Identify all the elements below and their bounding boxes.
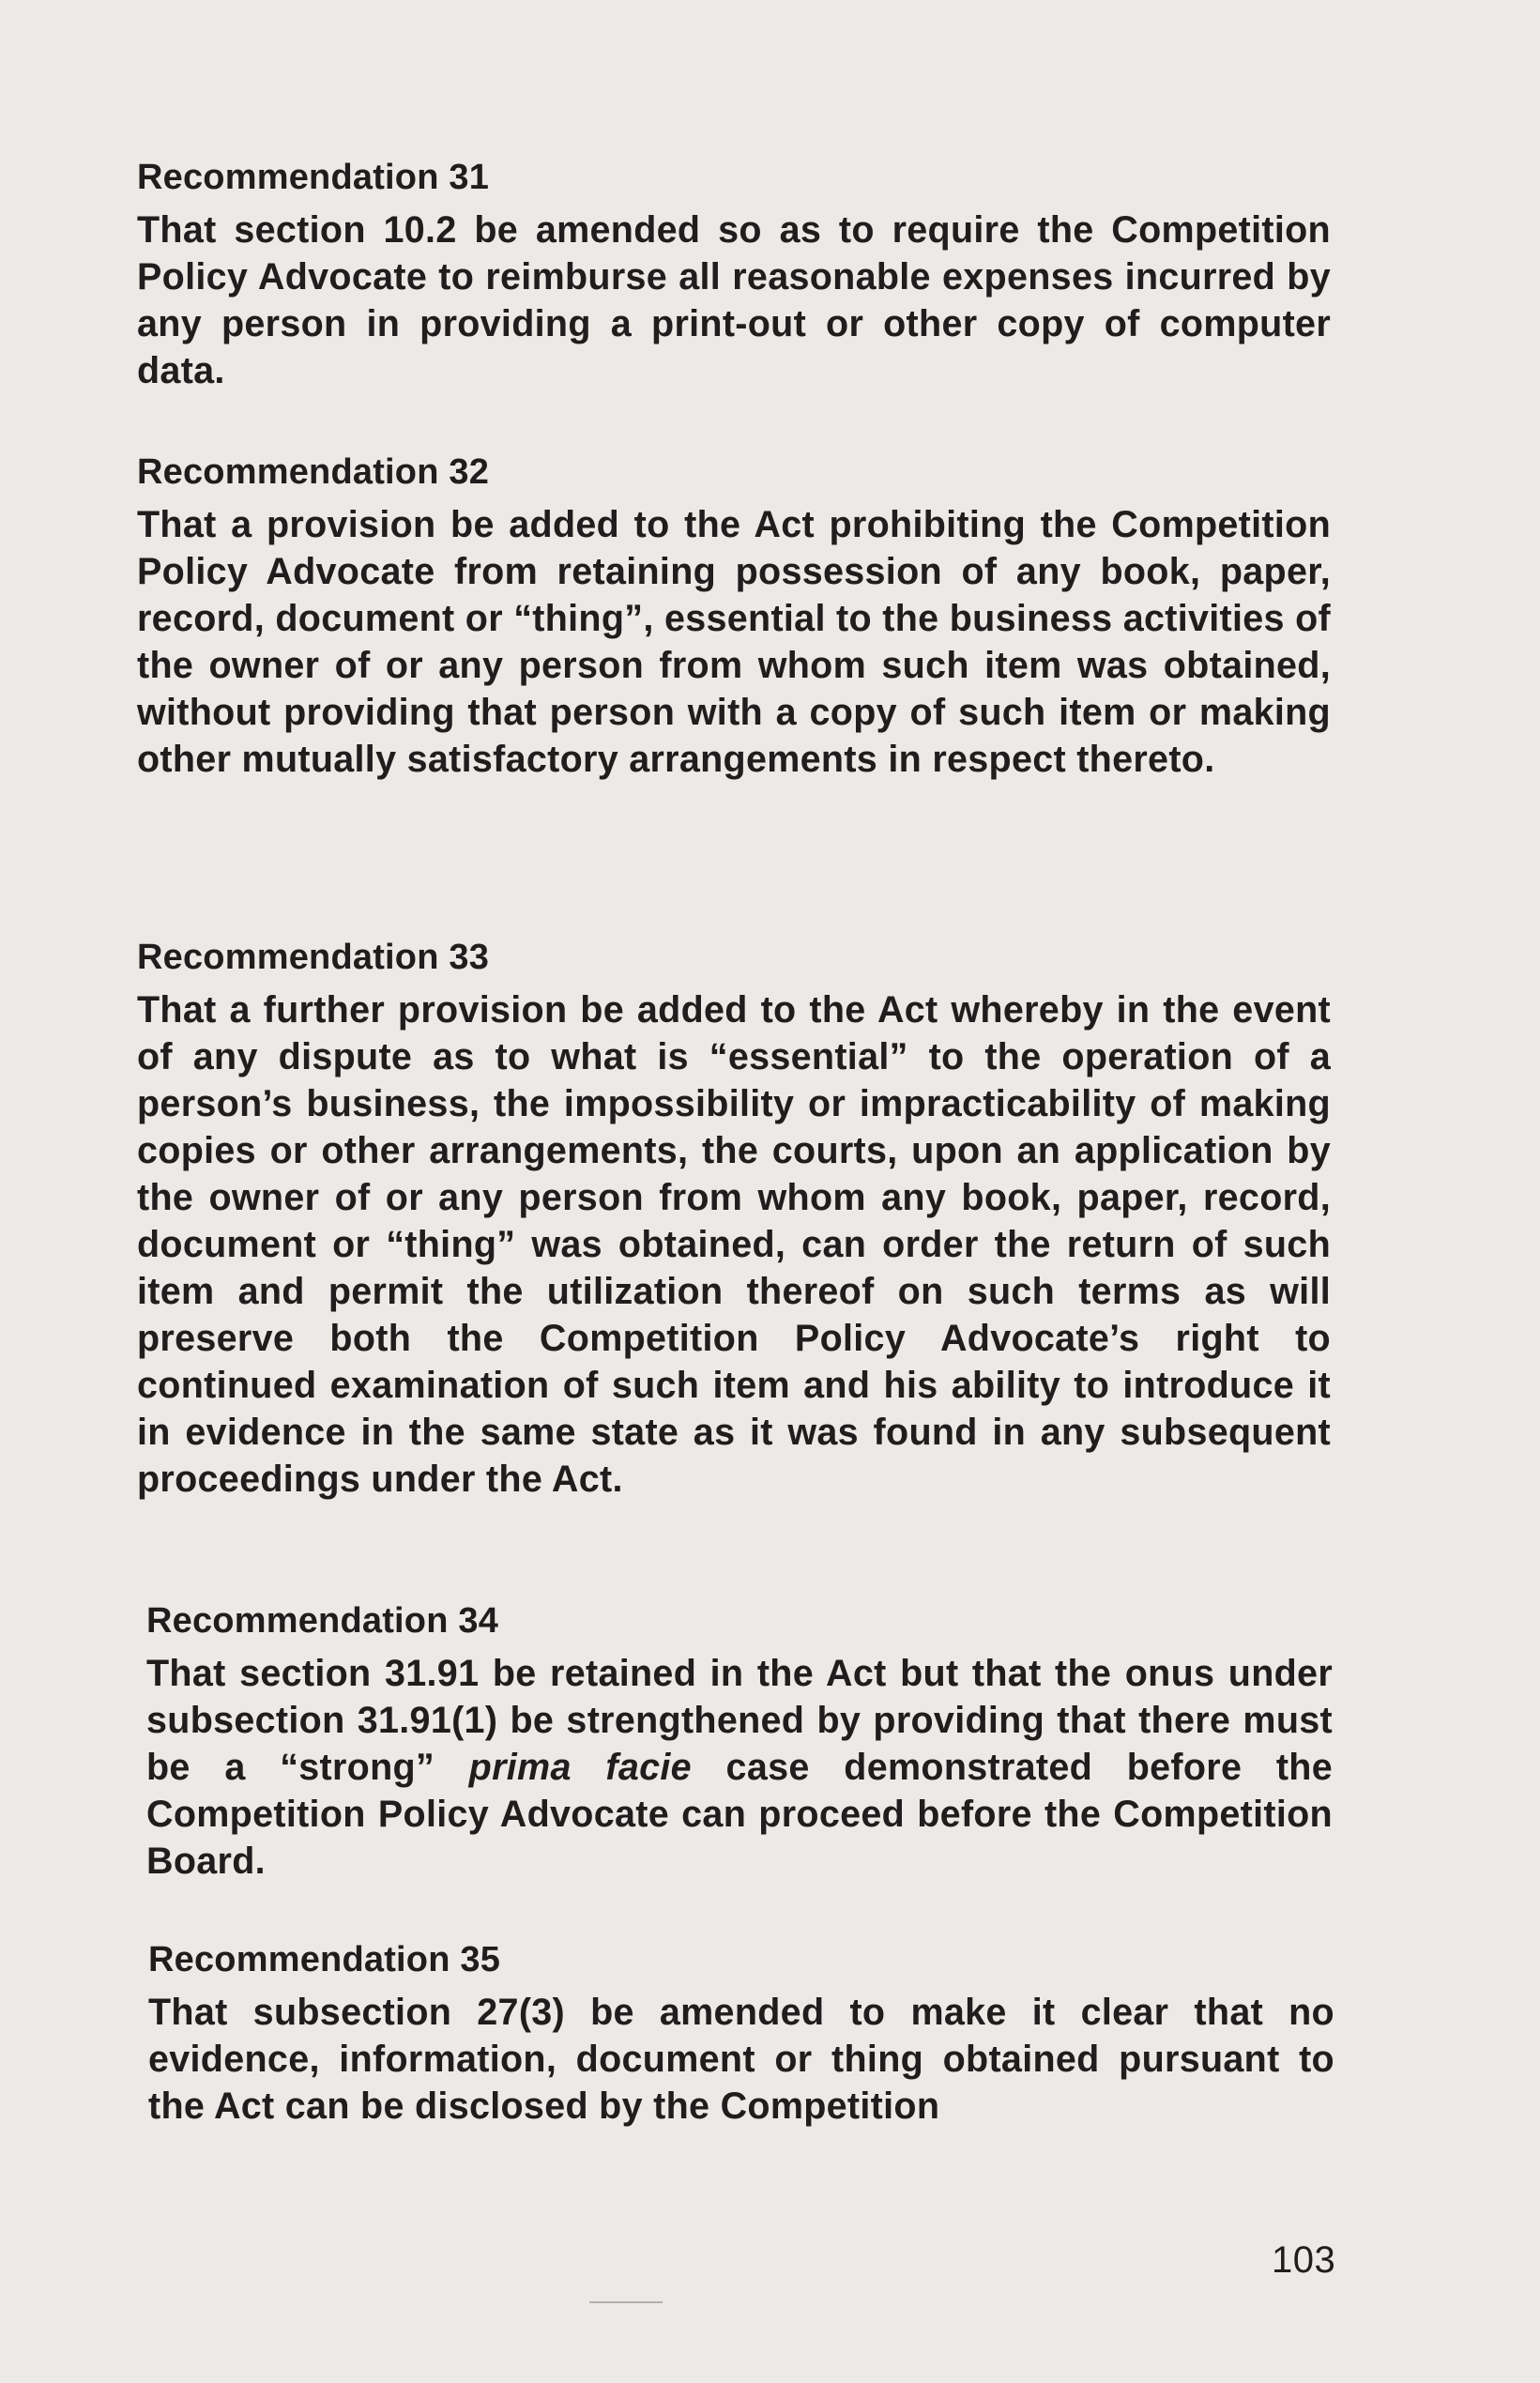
recommendation-heading: Recommendation 31 (137, 158, 490, 197)
recommendation-32 (137, 449, 1331, 783)
recommendation-heading: Recommendation 35 (148, 1940, 501, 1979)
recommendation-heading: Recommendation 34 (146, 1601, 499, 1641)
recommendation-31 (137, 154, 1331, 394)
recommendation-text: That a further provision be added to the Act whereby in the event of any dispute as to what is “essential” to the operation of a person’s business, the impossibility or impracticability of making copies or other arrangements, the courts, upon an application by the owner of or any person from whom any book, paper, record, document or “thing” was obtained, can order the return of such item and permit the utilization thereof on such terms as will preserve both the Competition Policy Advocate’s right to continued examination of such item and his ability to introduce it in evidence in the same state as it was found in any subsequent proceedings under the Act. (137, 989, 1331, 1500)
recommendation-text: That a provision be added to the Act prohibiting the Competition Policy Advocate from retaining possession of any book, paper, record, document or “thing”, essential to the business activities of the owner of or any person from whom such item was obtained, without providing that person with a copy of such item or making other mutually satisfactory arrangements in respect thereto. (137, 504, 1331, 780)
recommendation-33 (137, 934, 1331, 1503)
recommendation-text: That section 10.2 be amended so as to require the Competition Policy Advocate to reimburse all reasonable expenses incurred by any person in providing a print-out or other copy of computer data. (137, 209, 1331, 391)
recommendation-text-part: case demonstrated before the Competition Policy Advocate can proceed before the Competition Board. (146, 1747, 1334, 1882)
latin-term: prima facie (468, 1747, 692, 1788)
recommendation-heading: Recommendation 32 (137, 452, 490, 492)
recommendation-35 (148, 1936, 1334, 2130)
recommendation-text-part: That section 31.91 be retained in the Act but that the onus under subsection 31.91(1) be strengthened by providing that there must be a “strong” (146, 1653, 1333, 1788)
page-number: 103 (1272, 2239, 1336, 2281)
recommendation-heading: Recommendation 33 (137, 938, 490, 977)
recommendation-text: That subsection 27(3) be amended to make it clear that no evidence, information, document or thing obtained pursuant to the Act can be disclosed by the Competition (148, 1992, 1334, 2127)
recommendation-34 (146, 1597, 1333, 1885)
footer-mark (589, 2301, 663, 2303)
recommendation-text (146, 1650, 1333, 1885)
